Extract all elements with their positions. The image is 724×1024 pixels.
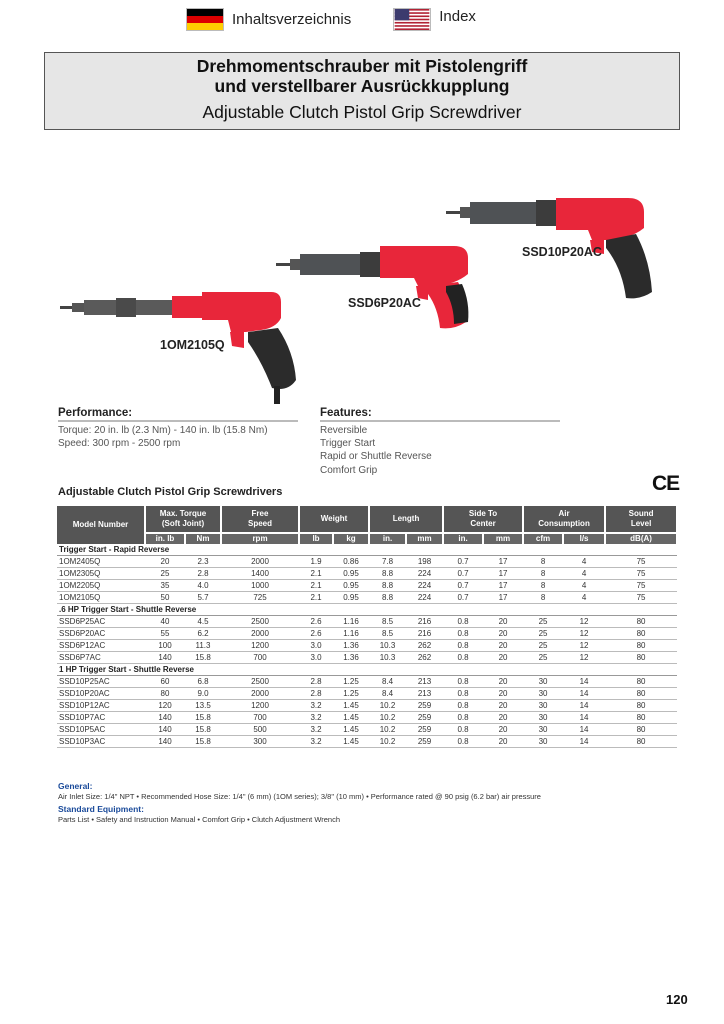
table-cell: 60: [145, 676, 185, 688]
table-cell: 700: [221, 652, 299, 664]
table-cell: 14: [563, 688, 605, 700]
table-cell: 2000: [221, 688, 299, 700]
table-cell: 50: [145, 592, 185, 604]
units-row: [57, 533, 677, 544]
table-cell: 1.45: [333, 712, 369, 724]
standard-equipment-heading: Standard Equipment:: [58, 804, 144, 814]
table-cell: 80: [605, 628, 677, 640]
german-flag-icon: [186, 8, 224, 31]
table-cell: 0.95: [333, 592, 369, 604]
table-cell: 10.2: [369, 736, 406, 748]
header-model-number: Model Number: [57, 506, 145, 544]
table-cell: 0.95: [333, 580, 369, 592]
table-row: [57, 724, 677, 736]
table-cell: 10.3: [369, 640, 406, 652]
table-cell: 20: [483, 736, 523, 748]
table-cell: 2500: [221, 676, 299, 688]
table-cell: 8: [523, 580, 563, 592]
model-number-cell: SSD10P12AC: [57, 700, 145, 712]
unit-header: in.: [369, 533, 406, 544]
table-cell: 2.8: [185, 568, 221, 580]
table-cell: 8.8: [369, 580, 406, 592]
table-cell: 2.1: [299, 580, 333, 592]
table-cell: 224: [406, 592, 443, 604]
table-cell: 259: [406, 712, 443, 724]
table-cell: 4: [563, 568, 605, 580]
table-cell: 2.8: [299, 688, 333, 700]
table-row: [57, 688, 677, 700]
model-number-cell: 1OM2205Q: [57, 580, 145, 592]
group-row: [57, 544, 677, 556]
table-cell: 15.8: [185, 724, 221, 736]
header-length: Length: [369, 506, 443, 533]
table-cell: 75: [605, 556, 677, 568]
table-cell: 80: [605, 736, 677, 748]
table-cell: 7.8: [369, 556, 406, 568]
table-cell: 3.2: [299, 712, 333, 724]
model-number-cell: SSD10P25AC: [57, 676, 145, 688]
table-cell: 0.8: [443, 700, 483, 712]
tool-label-1om2105q: 1OM2105Q: [160, 338, 225, 352]
table-cell: 216: [406, 628, 443, 640]
table-cell: 3.0: [299, 640, 333, 652]
table-cell: 14: [563, 712, 605, 724]
table-cell: 25: [145, 568, 185, 580]
table-cell: 140: [145, 652, 185, 664]
table-cell: 40: [145, 616, 185, 628]
top-navigation: [186, 6, 476, 32]
table-row: [57, 556, 677, 568]
table-cell: 700: [221, 712, 299, 724]
group-title: Trigger Start - Rapid Reverse: [57, 544, 677, 556]
table-cell: 17: [483, 568, 523, 580]
table-cell: 17: [483, 556, 523, 568]
unit-header: mm: [483, 533, 523, 544]
unit-header: rpm: [221, 533, 299, 544]
table-row: [57, 652, 677, 664]
table-cell: 1.16: [333, 628, 369, 640]
table-cell: 10.2: [369, 724, 406, 736]
table-cell: 80: [145, 688, 185, 700]
table-cell: 20: [483, 676, 523, 688]
unit-header: in.: [443, 533, 483, 544]
table-cell: 15.8: [185, 652, 221, 664]
table-row: [57, 736, 677, 748]
table-cell: 25: [523, 616, 563, 628]
table-cell: 10.2: [369, 712, 406, 724]
header-side-to-center: Side To Center: [443, 506, 523, 533]
table-cell: 4: [563, 580, 605, 592]
model-number-cell: 1OM2305Q: [57, 568, 145, 580]
table-cell: 80: [605, 640, 677, 652]
table-cell: 17: [483, 592, 523, 604]
table-cell: 8.8: [369, 592, 406, 604]
table-cell: 198: [406, 556, 443, 568]
table-row: [57, 712, 677, 724]
screwdriver-ssd6p20ac-image: [276, 246, 468, 328]
feature-item: Reversible: [320, 425, 368, 436]
table-cell: 140: [145, 724, 185, 736]
table-cell: 0.7: [443, 568, 483, 580]
header-max-torque: Max. Torque (Soft Joint): [145, 506, 221, 533]
table-cell: 15.8: [185, 712, 221, 724]
performance-section: [58, 407, 298, 450]
table-cell: 20: [483, 724, 523, 736]
table-cell: 20: [483, 628, 523, 640]
table-cell: 0.8: [443, 712, 483, 724]
table-cell: 4: [563, 556, 605, 568]
table-row: [57, 628, 677, 640]
table-cell: 75: [605, 580, 677, 592]
table-cell: 8: [523, 568, 563, 580]
table-cell: 0.8: [443, 724, 483, 736]
page-title: [44, 52, 680, 130]
table-title: Adjustable Clutch Pistol Grip Screwdrivers: [58, 486, 283, 498]
table-cell: 25: [523, 628, 563, 640]
table-cell: 80: [605, 712, 677, 724]
title-german-line1: Drehmomentschrauber mit Pistolengriff: [196, 56, 528, 76]
table-cell: 80: [605, 616, 677, 628]
table-cell: 1.45: [333, 700, 369, 712]
product-images: [56, 182, 676, 407]
table-cell: 8.4: [369, 688, 406, 700]
model-number-cell: 1OM2105Q: [57, 592, 145, 604]
table-cell: 8: [523, 592, 563, 604]
table-cell: 8.5: [369, 628, 406, 640]
table-row: [57, 676, 677, 688]
table-cell: 0.7: [443, 556, 483, 568]
table-cell: 80: [605, 652, 677, 664]
table-cell: 20: [483, 712, 523, 724]
table-cell: 100: [145, 640, 185, 652]
table-cell: 3.2: [299, 700, 333, 712]
table-cell: 1.25: [333, 676, 369, 688]
table-cell: 14: [563, 724, 605, 736]
feature-item: Trigger Start: [320, 438, 376, 450]
table-cell: 1.25: [333, 688, 369, 700]
group-row: [57, 604, 677, 616]
general-heading: General:: [58, 781, 93, 791]
table-cell: 75: [605, 592, 677, 604]
feature-item: Comfort Grip: [320, 464, 378, 476]
table-row: [57, 580, 677, 592]
table-cell: 1.36: [333, 652, 369, 664]
table-cell: 20: [145, 556, 185, 568]
table-cell: 8: [523, 556, 563, 568]
table-cell: 0.7: [443, 592, 483, 604]
us-flag-icon: [393, 8, 431, 31]
table-cell: 213: [406, 688, 443, 700]
table-cell: 80: [605, 688, 677, 700]
table-cell: 1000: [221, 580, 299, 592]
tool-label-ssd6p20ac: SSD6P20AC: [348, 296, 421, 310]
table-cell: 2.6: [299, 616, 333, 628]
table-cell: 2.8: [299, 676, 333, 688]
header-sound-level: Sound Level: [605, 506, 677, 533]
table-cell: 2.3: [185, 556, 221, 568]
table-cell: 20: [483, 640, 523, 652]
page-number: 120: [666, 992, 688, 1007]
table-cell: 0.8: [443, 736, 483, 748]
table-cell: 0.7: [443, 580, 483, 592]
group-title: .6 HP Trigger Start - Shuttle Reverse: [57, 604, 677, 616]
features-section: [320, 407, 560, 477]
table-cell: 262: [406, 652, 443, 664]
table-cell: 1200: [221, 700, 299, 712]
feature-item: Rapid or Shuttle Reverse: [320, 451, 432, 463]
table-cell: 13.5: [185, 700, 221, 712]
model-number-cell: SSD10P3AC: [57, 736, 145, 748]
ce-mark: CE: [652, 472, 680, 495]
table-cell: 224: [406, 568, 443, 580]
header-weight: Weight: [299, 506, 369, 533]
table-cell: 213: [406, 676, 443, 688]
table-cell: 216: [406, 616, 443, 628]
table-cell: 1.9: [299, 556, 333, 568]
general-text: Air Inlet Size: 1/4" NPT • Recommended Hose Size: 1/4" (6 mm) (1OM series); 3/8" (10 mm) • Performance rated @ 90 psig (6.2 bar) air pressure: [58, 792, 541, 801]
table-cell: 120: [145, 700, 185, 712]
performance-torque: Torque: 20 in. lb (2.3 Nm) - 140 in. lb (15.8 Nm): [58, 425, 268, 436]
model-number-cell: SSD10P5AC: [57, 724, 145, 736]
unit-header: in. lb: [145, 533, 185, 544]
table-cell: 20: [483, 700, 523, 712]
table-cell: 1.16: [333, 616, 369, 628]
table-cell: 2000: [221, 556, 299, 568]
table-cell: 80: [605, 676, 677, 688]
table-cell: 259: [406, 736, 443, 748]
table-cell: 0.8: [443, 652, 483, 664]
table-cell: 0.86: [333, 556, 369, 568]
unit-header: mm: [406, 533, 443, 544]
header-free-speed: Free Speed: [221, 506, 299, 533]
table-cell: 10.3: [369, 652, 406, 664]
table-cell: 3.0: [299, 652, 333, 664]
table-cell: 80: [605, 700, 677, 712]
table-cell: 140: [145, 712, 185, 724]
table-cell: 15.8: [185, 736, 221, 748]
performance-heading: Performance:: [58, 407, 298, 422]
table-cell: 10.2: [369, 700, 406, 712]
table-cell: 0.8: [443, 616, 483, 628]
table-cell: 0.8: [443, 640, 483, 652]
table-cell: 12: [563, 628, 605, 640]
table-cell: 8.8: [369, 568, 406, 580]
tool-label-ssd10p20ac: SSD10P20AC: [522, 245, 602, 259]
table-row: [57, 700, 677, 712]
table-cell: 300: [221, 736, 299, 748]
table-cell: 6.2: [185, 628, 221, 640]
table-cell: 20: [483, 652, 523, 664]
title-german-line2: und verstellbarer Ausrückkupplung: [214, 76, 510, 96]
table-cell: 25: [523, 652, 563, 664]
unit-header: cfm: [523, 533, 563, 544]
table-cell: 1400: [221, 568, 299, 580]
table-cell: 0.8: [443, 676, 483, 688]
table-cell: 6.8: [185, 676, 221, 688]
model-number-cell: SSD6P12AC: [57, 640, 145, 652]
model-number-cell: SSD6P7AC: [57, 652, 145, 664]
table-cell: 8.5: [369, 616, 406, 628]
group-row: [57, 664, 677, 676]
table-cell: 55: [145, 628, 185, 640]
table-cell: 12: [563, 652, 605, 664]
table-cell: 4.5: [185, 616, 221, 628]
table-cell: 75: [605, 568, 677, 580]
unit-header: lb: [299, 533, 333, 544]
table-cell: 140: [145, 736, 185, 748]
performance-speed: Speed: 300 rpm - 2500 rpm: [58, 438, 181, 450]
header-air-consumption: Air Consumption: [523, 506, 605, 533]
table-cell: 8.4: [369, 676, 406, 688]
table-cell: 1200: [221, 640, 299, 652]
table-cell: 1.45: [333, 736, 369, 748]
unit-header: l/s: [563, 533, 605, 544]
table-cell: 1.36: [333, 640, 369, 652]
table-row: [57, 616, 677, 628]
table-cell: 30: [523, 712, 563, 724]
table-cell: 500: [221, 724, 299, 736]
table-cell: 30: [523, 676, 563, 688]
model-number-cell: 1OM2405Q: [57, 556, 145, 568]
table-cell: 30: [523, 724, 563, 736]
table-cell: 80: [605, 724, 677, 736]
table-cell: 30: [523, 688, 563, 700]
table-cell: 20: [483, 616, 523, 628]
table-cell: 35: [145, 580, 185, 592]
table-cell: 4.0: [185, 580, 221, 592]
table-cell: 725: [221, 592, 299, 604]
standard-equipment-text: Parts List • Safety and Instruction Manual • Comfort Grip • Clutch Adjustment Wrench: [58, 815, 341, 824]
table-cell: 17: [483, 580, 523, 592]
table-cell: 20: [483, 688, 523, 700]
table-cell: 12: [563, 616, 605, 628]
index-label: Index: [439, 7, 476, 25]
table-of-contents-link[interactable]: [186, 8, 351, 31]
unit-header: kg: [333, 533, 369, 544]
table-cell: 2.1: [299, 568, 333, 580]
model-number-cell: SSD10P7AC: [57, 712, 145, 724]
table-cell: 9.0: [185, 688, 221, 700]
table-cell: 262: [406, 640, 443, 652]
table-cell: 259: [406, 700, 443, 712]
table-cell: 2000: [221, 628, 299, 640]
model-number-cell: SSD6P20AC: [57, 628, 145, 640]
table-of-contents-label: Inhaltsverzeichnis: [232, 10, 352, 28]
table-cell: 5.7: [185, 592, 221, 604]
group-title: 1 HP Trigger Start - Shuttle Reverse: [57, 664, 677, 676]
table-cell: 259: [406, 724, 443, 736]
index-link[interactable]: [393, 8, 476, 31]
table-cell: 3.2: [299, 724, 333, 736]
title-english: Adjustable Clutch Pistol Grip Screwdriver: [202, 102, 522, 122]
table-cell: 14: [563, 736, 605, 748]
table-cell: 224: [406, 580, 443, 592]
table-cell: 14: [563, 700, 605, 712]
table-cell: 30: [523, 700, 563, 712]
table-cell: 2.6: [299, 628, 333, 640]
unit-header: Nm: [185, 533, 221, 544]
table-cell: 11.3: [185, 640, 221, 652]
table-cell: 3.2: [299, 736, 333, 748]
table-cell: 12: [563, 640, 605, 652]
features-heading: Features:: [320, 407, 560, 422]
table-cell: 2500: [221, 616, 299, 628]
table-cell: 0.8: [443, 628, 483, 640]
specifications-table: [57, 506, 678, 748]
model-number-cell: SSD6P25AC: [57, 616, 145, 628]
screwdriver-illustrations: [56, 182, 676, 407]
table-cell: 14: [563, 676, 605, 688]
table-cell: 2.1: [299, 592, 333, 604]
table-cell: 30: [523, 736, 563, 748]
model-number-cell: SSD10P20AC: [57, 688, 145, 700]
table-row: [57, 640, 677, 652]
table-cell: 4: [563, 592, 605, 604]
unit-header: dB(A): [605, 533, 677, 544]
table-cell: 1.45: [333, 724, 369, 736]
table-cell: 0.8: [443, 688, 483, 700]
table-body: [57, 544, 677, 748]
table-row: [57, 592, 677, 604]
table-cell: 0.95: [333, 568, 369, 580]
table-row: [57, 568, 677, 580]
table-cell: 25: [523, 640, 563, 652]
